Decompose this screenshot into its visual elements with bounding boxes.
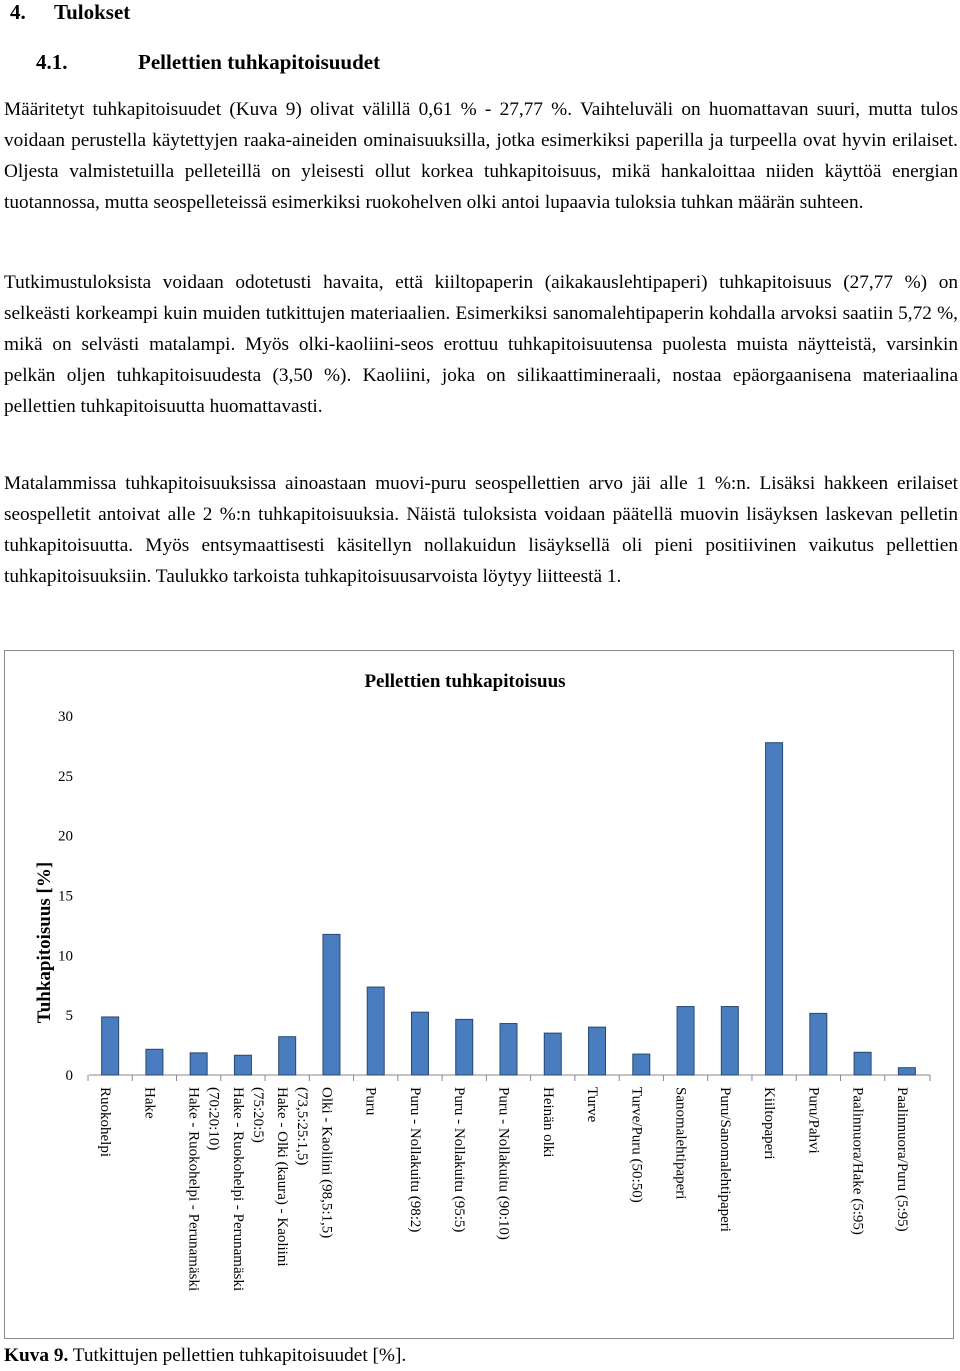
bar [367, 987, 384, 1075]
bar [854, 1052, 871, 1075]
x-tick-label: Hake [141, 1087, 158, 1119]
bar [323, 934, 340, 1075]
x-tick-label: Hake - Ruokohelpi - Perunamäski [229, 1087, 246, 1292]
x-tick-label: (70:20:10) [205, 1087, 222, 1151]
bar [810, 1013, 827, 1075]
bar [544, 1033, 561, 1075]
section-heading [10, 0, 130, 25]
y-tick-label: 25 [58, 768, 73, 785]
paragraph-3: Matalammissa tuhkapitoisuuksissa ainoastaan muovi-puru seospellettien arvo jäi alle 1 %:n. Lisäksi hakkeen erilaiset seospelletit antoivat alle 2 %:n tuhkapitoisuuksia. Näistä tuloksista voidaan päätellä muovin lisäyksen laskevan pelletin tuhkapitoisuutta. Myös entsymaattisesti käsitellyn nollakuidun lisäyksellä oli pieni positiivinen vaikutus pellettien tuhkapitoisuuksiin. Taulukko tarkoista tuhkapitoisuusarvoista löytyy liitteestä 1. [4, 473, 958, 587]
x-tick-label: Turve [584, 1087, 601, 1123]
bar-chart [5, 651, 955, 1340]
paragraph-2: Tutkimustuloksista voidaan odotetusti havaita, että kiiltopaperin (aikakauslehtipaperi) tuhkapitoisuus (27,77 %) on selkeästi korkeampi kuin muiden tutkittujen materiaalien. Esimerkiksi sanomalehtipaperin kohdalla arvoksi saatiin 5,72 %, mikä on selvästi matalampi. Myös olki-kaoliini-seos erottuu tuhkapitoisuutensa puolesta muista näytteistä, varsinkin pelkän oljen tuhkapitoisuudesta (3,50 %). Kaoliini, joka on silikaattimineraali, nostaa epäorgaanisena materiaalina pellettien tuhkapitoisuutta huomattavasti. [4, 272, 958, 417]
x-tick-label: Kiiltopaperi [761, 1087, 778, 1160]
y-tick-label: 10 [58, 948, 73, 965]
section-number: 4. [10, 0, 26, 24]
x-tick-label: Puru - Nollakuitu (98:2) [406, 1087, 423, 1233]
subsection-heading [36, 50, 380, 75]
bar [190, 1053, 207, 1075]
x-tick-label: Puru - Nollakuitu (90:10) [495, 1087, 512, 1240]
x-tick-label: Puru/Sanomalehtipaperi [716, 1087, 733, 1232]
x-tick-label: Paalinnuora/Hake (5:95) [849, 1087, 866, 1235]
paragraph-1: Määritetyt tuhkapitoisuudet (Kuva 9) olivat välillä 0,61 % - 27,77 %. Vaihteluväli on huomattavan suuri, mutta tulos voidaan perustella käytettyjen raaka-aineiden ominaisuuksilla, jotka esimerkiksi paperilla ja turpeella ovat hyvin erilaiset. Oljesta valmistetuilla pelleteillä on yleisesti ollut korkea tuhkapitoisuus, mikä hankaloittaa niiden käyttöä energian tuotannossa, mutta seospelleteissä esimerkiksi ruokohelven olki antoi lupaavia tuloksia tuhkan määrän suhteen. [4, 99, 958, 213]
y-tick-label: 5 [65, 1008, 73, 1025]
bar [721, 1007, 738, 1075]
x-tick-label: Puru/Pahvi [805, 1087, 822, 1154]
bar [234, 1055, 251, 1075]
bar [411, 1012, 428, 1075]
x-tick-label: (75:20:5) [249, 1087, 266, 1143]
chart-figure [4, 650, 954, 1339]
x-tick-label: Hake - Olki (kaura) - Kaoliini [274, 1087, 291, 1267]
x-tick-label: Hake - Ruokohelpi - Perunamäski [185, 1087, 202, 1292]
y-tick-label: 20 [58, 828, 73, 845]
x-tick-label: Ruokohelpi [97, 1087, 114, 1157]
bar [500, 1024, 517, 1075]
subsection-title: Pellettien tuhkapitoisuudet [138, 50, 381, 74]
chart-title: Pellettien tuhkapitoisuus [364, 671, 566, 692]
bar [102, 1017, 119, 1075]
x-tick-label: Puru [362, 1087, 379, 1116]
bar [898, 1068, 915, 1075]
subsection-number: 4.1. [36, 50, 68, 74]
bar [589, 1027, 606, 1075]
bar [677, 1007, 694, 1075]
caption-label: Kuva 9. [4, 1345, 69, 1366]
figure-caption [4, 1345, 406, 1367]
caption-text: Tutkittujen pellettien tuhkapitoisuudet [%]. [68, 1345, 407, 1366]
x-tick-label: Puru - Nollakuitu (95:5) [451, 1087, 468, 1233]
x-tick-label: Turve/Puru (50:50) [628, 1087, 645, 1203]
x-tick-label: Sanomalehtipaperi [672, 1087, 689, 1200]
section-title: Tulokset [54, 0, 131, 24]
bar [633, 1054, 650, 1075]
bar [146, 1049, 163, 1075]
x-tick-label: (73,5:25:1,5) [294, 1087, 311, 1166]
bar [456, 1019, 473, 1075]
x-tick-label: Paalinnuora/Puru (5:95) [893, 1087, 910, 1232]
x-tick-label: Heinän olki [539, 1087, 556, 1158]
y-tick-label: 0 [65, 1068, 73, 1084]
y-tick-label: 30 [58, 709, 73, 725]
x-tick-label: Olki - Kaoliini (98,5:1,5) [318, 1087, 335, 1239]
y-tick-label: 15 [58, 888, 73, 905]
bar [279, 1037, 296, 1075]
bar [766, 743, 783, 1075]
y-axis-label: Tuhkapitoisuus [%] [34, 861, 55, 1024]
